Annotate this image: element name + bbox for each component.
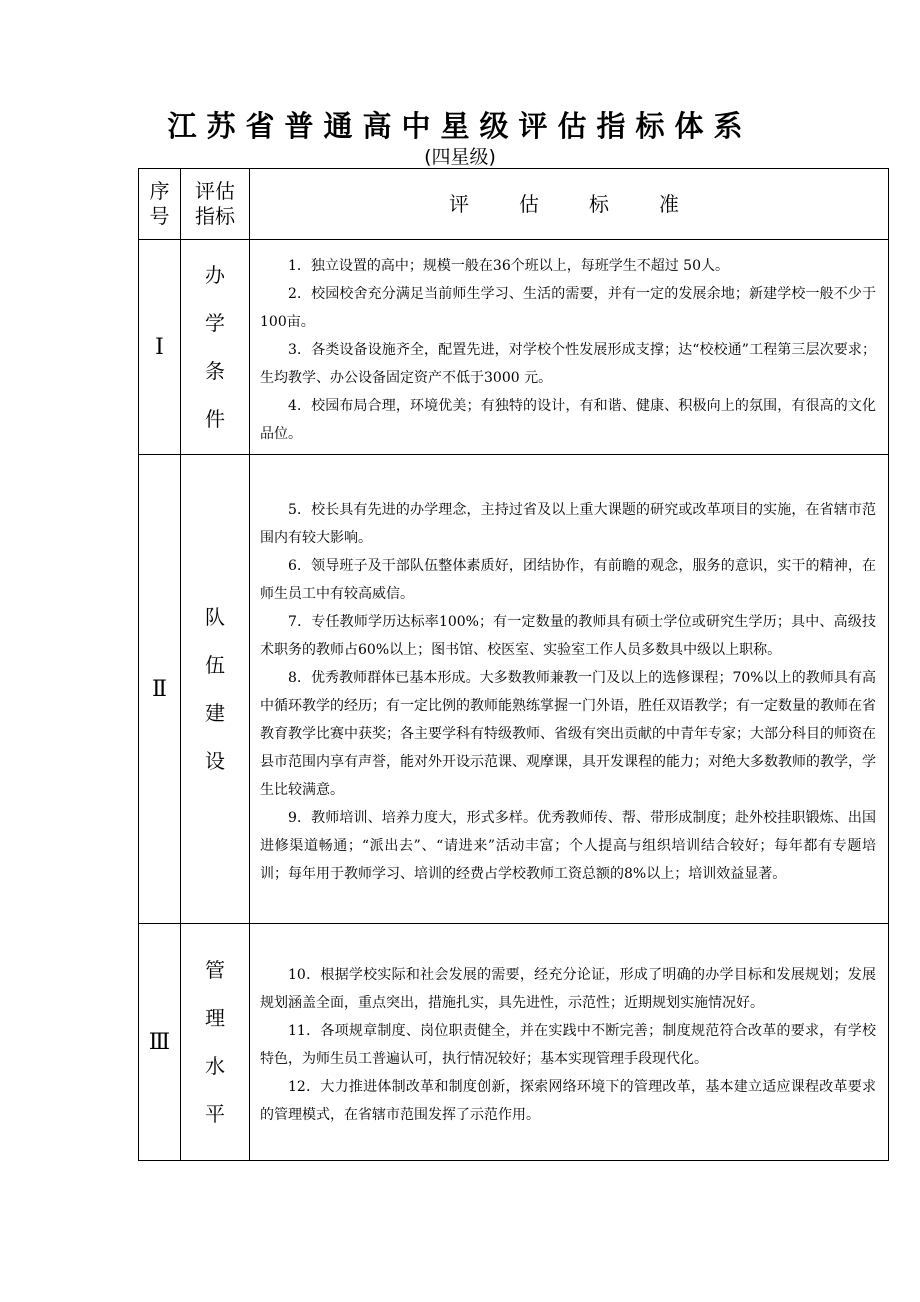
- document-subtitle: (四星级): [424, 146, 496, 168]
- table-row: [139, 455, 889, 924]
- standard-item: 11．各项规章制度、岗位职责健全，并在实践中不断完善；制度规范符合改革的要求，有学校特色，为师生员工普遍认可，执行情况较好；基本实现管理手段现代化。: [260, 1023, 876, 1067]
- standard-item: 12．大力推进体制改革和制度创新，探索网络环境下的管理改革，基本建立适应课程改革要求的管理模式，在省辖市范围发挥了示范作用。: [260, 1079, 876, 1123]
- standard-item: 5．校长具有先进的办学理念，主持过省及以上重大课题的研究或改革项目的实施，在省辖市范围内有较大影响。: [260, 502, 876, 546]
- row-indicator: 管 理 水 平: [181, 924, 250, 1161]
- row-number: Ⅲ: [139, 924, 181, 1161]
- row-number: Ⅰ: [139, 240, 181, 455]
- standard-item: 7．专任教师学历达标率100%；有一定数量的教师具有硕士学位或研究生学历；具中、高级技术职务的教师占60%以上；图书馆、校医室、实验室工作人员多数具中级以上职称。: [260, 614, 876, 658]
- standard-item: 6．领导班子及干部队伍整体素质好，团结协作，有前瞻的观念，服务的意识，实干的精神，在师生员工中有较高威信。: [260, 558, 876, 602]
- standard-item: 3．各类设备设施齐全，配置先进，对学校个性发展形成支撑；达“校校通”工程第三层次要求；生均教学、办公设备固定资产不低于3000 元。: [260, 342, 876, 386]
- row-indicator: 办 学 条 件: [181, 240, 250, 455]
- row-standards: [250, 455, 889, 924]
- table-row: [139, 924, 889, 1161]
- header-indicator: 评估指标: [181, 169, 250, 240]
- standard-item: 8．优秀教师群体已基本形成。大多数教师兼教一门及以上的选修课程；70%以上的教师具有高中循环教学的经历；有一定比例的教师能熟练掌握一门外语，胜任双语教学；有一定数量的教师在省教育教学比赛中获奖；各主要学科有特级教师、省级有突出贡献的中青年专家；大部分科目的师资在县市范围内享有声誉，能对外开设示范课、观摩课，具开发课程的能力；对绝大多数教师的教学，学生比较满意。: [260, 670, 876, 798]
- document-title: 江苏省普通高中星级评估指标体系: [167, 109, 753, 143]
- standard-item: 4．校园布局合理，环境优美；有独特的设计，有和谐、健康、积极向上的氛围，有很高的文化品位。: [260, 398, 876, 442]
- table-row: [139, 240, 889, 455]
- standard-item: 9．教师培训、培养力度大，形式多样。优秀教师传、帮、带形成制度；赴外校挂职锻炼、出国进修渠道畅通；“派出去”、“请进来”活动丰富；个人提高与组织培训结合较好；每年都有专题培训；每年用于教师学习、培训的经费占学校教师工资总额的8%以上；培训效益显著。: [260, 810, 876, 882]
- standard-item: 2．校园校舍充分满足当前师生学习、生活的需要，并有一定的发展余地；新建学校一般不少于100亩。: [260, 286, 876, 330]
- row-standards: [250, 240, 889, 455]
- header-standard: 评估标准: [250, 169, 889, 240]
- row-indicator: 队 伍 建 设: [181, 455, 250, 924]
- header-seq: 序号: [139, 169, 181, 240]
- table-header-row: [139, 169, 889, 240]
- standard-item: 10．根据学校实际和社会发展的需要，经充分论证，形成了明确的办学目标和发展规划；发展规划涵盖全面，重点突出，措施扎实，具先进性，示范性；近期规划实施情况好。: [260, 967, 876, 1011]
- evaluation-table: [138, 168, 889, 1161]
- row-standards: [250, 924, 889, 1161]
- standard-item: 1．独立设置的高中；规模一般在36个班以上，每班学生不超过 50人。: [288, 258, 729, 274]
- row-number: Ⅱ: [139, 455, 181, 924]
